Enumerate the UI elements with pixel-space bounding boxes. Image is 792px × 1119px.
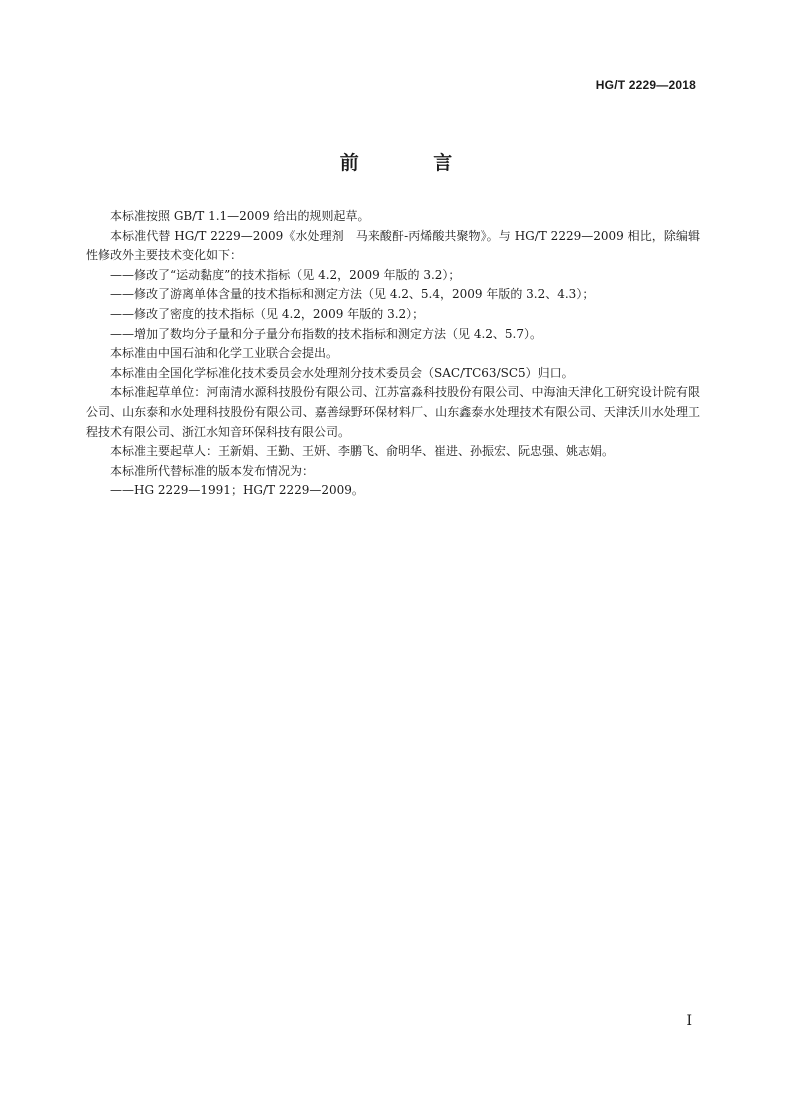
paragraph-centralized-by: 本标准由全国化学标准化技术委员会水处理剂分技术委员会（SAC/TC63/SC5）归口。 — [110, 365, 574, 380]
paragraph-drafting-rules: 本标准按照 GB/T 1.1—2009 给出的规则起草。 — [110, 209, 370, 223]
standard-code: HG/T 2229—2018 — [595, 78, 696, 92]
paragraph-previous-editions-intro: 本标准所代替标准的版本发布情况为： — [110, 463, 315, 478]
change-item-density: ——修改了密度的技术指标（见 4.2，2009 年版的 3.2）； — [110, 306, 425, 321]
paragraph-drafting-units: 本标准起草单位：河南清水源科技股份有限公司、江苏富淼科技股份有限公司、中海油天津化工研究设计院有限公司、山东泰和水处理科技股份有限公司、嘉善绿野环保材料厂、山东鑫泰水处理技术有限公司、天津沃川水处理工程技术有限公司、浙江水知音环保科技有限公司。 — [86, 385, 700, 439]
change-item-free-monomer: ——修改了游离单体含量的技术指标和测定方法（见 4.2、5.4，2009 年版的 3.2、4.3）； — [110, 287, 595, 302]
page-number: I — [686, 1013, 692, 1029]
change-item-viscosity: ——修改了“运动黏度”的技术指标（见 4.2，2009 年版的 3.2）； — [110, 267, 461, 282]
paragraph-proposed-by: 本标准由中国石油和化学工业联合会提出。 — [110, 346, 339, 361]
paragraph-replacement: 本标准代替 HG/T 2229—2009《水处理剂 马来酸酐-丙烯酸共聚物》。与 HG/T 2229—2009 相比，除编辑性修改外主要技术变化如下： — [86, 228, 700, 263]
paragraph-previous-editions: ——HG 2229—1991；HG/T 2229—2009。 — [110, 483, 364, 498]
foreword-body — [86, 207, 700, 501]
change-item-molecular-weight: ——增加了数均分子量和分子量分布指数的技术指标和测定方法（见 4.2、5.7）。 — [110, 326, 542, 341]
paragraph-drafters: 本标准主要起草人：王新娟、王勤、王妍、李鹏飞、俞明华、崔进、孙振宏、阮忠强、姚志娟。 — [110, 444, 615, 459]
page-title: 前 言 — [339, 152, 487, 174]
